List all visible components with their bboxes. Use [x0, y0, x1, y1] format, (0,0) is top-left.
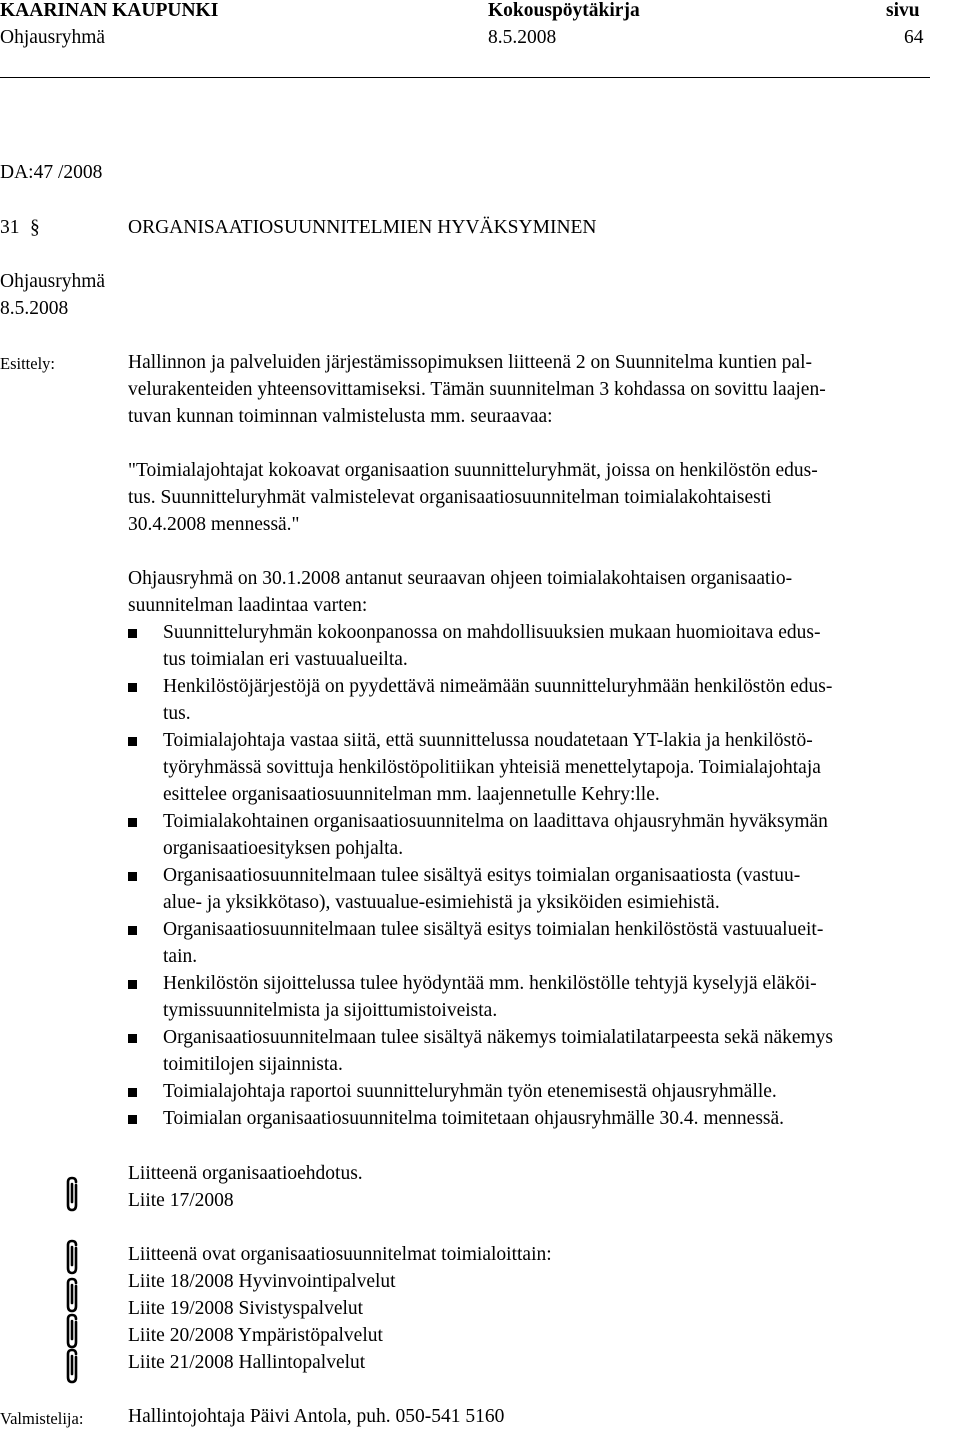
- header-doc-type: Kokouspöytäkirja: [488, 0, 640, 21]
- bullet-item: [128, 808, 960, 862]
- bullet-line: Organisaatiosuunnitelmaan tulee sisältyä näkemys toimialatilatarpeesta sekä näkemys: [163, 1027, 834, 1048]
- bullet-line: työryhmässä sovittuja henkilöstöpolitiikan yhteisiä menettelytapoja. Toimialajohtaja: [163, 757, 821, 778]
- square-bullet-icon: [128, 683, 137, 692]
- square-bullet-icon: [128, 1034, 137, 1043]
- attachment-item[interactable]: Liite 20/2008 Ympäristöpalvelut: [128, 1325, 383, 1346]
- intro-line: velurakenteiden yhteensovittamiseksi. Tämän suunnitelman 3 kohdassa on sovittu laajen-: [128, 379, 826, 400]
- header-date: 8.5.2008: [488, 27, 557, 48]
- square-bullet-icon: [128, 872, 137, 881]
- bullet-line: alue- ja yksikkötaso), vastuualue-esimiehistä ja yksiköiden esimiehistä.: [163, 892, 720, 913]
- section-symbol: §: [30, 217, 40, 238]
- bullet-item: [128, 862, 960, 916]
- attachment-intro: Liitteenä organisaatioehdotus.: [128, 1163, 363, 1184]
- attachment-item[interactable]: Liite 17/2008: [128, 1190, 234, 1211]
- square-bullet-icon: [128, 629, 137, 638]
- bullet-line: tus.: [163, 703, 191, 724]
- bullet-item: [128, 916, 960, 970]
- guidance-bullet-list: [128, 619, 960, 1132]
- paperclip-icon: [62, 1175, 82, 1213]
- meeting-body: Ohjausryhmä: [0, 271, 106, 292]
- preparer-value: Hallintojohtaja Päivi Antola, puh. 050-541 5160: [128, 1406, 505, 1427]
- bullet-line: tus toimialan eri vastuualueilta.: [163, 649, 408, 670]
- intro-line: tuvan kunnan toiminnan valmistelusta mm. seuraavaa:: [128, 406, 553, 427]
- bullet-item: [128, 970, 960, 1024]
- paperclip-icon: [62, 1347, 82, 1385]
- attachment-item[interactable]: Liite 19/2008 Sivistyspalvelut: [128, 1298, 364, 1319]
- square-bullet-icon: [128, 1115, 137, 1124]
- preparer-label: Valmistelija:: [0, 1409, 84, 1428]
- square-bullet-icon: [128, 1088, 137, 1097]
- square-bullet-icon: [128, 980, 137, 989]
- meeting-date: 8.5.2008: [0, 298, 69, 319]
- header-org: KAARINAN KAUPUNKI: [0, 0, 219, 21]
- bullet-line: Suunnitteluryhmän kokoonpanossa on mahdollisuuksien mukaan huomioitava edus-: [163, 622, 821, 643]
- square-bullet-icon: [128, 737, 137, 746]
- bullet-line: Organisaatiosuunnitelmaan tulee sisältyä esitys toimialan henkilöstöstä vastuualueit-: [163, 919, 824, 940]
- bullet-line: Toimialakohtainen organisaatiosuunnitelma on laadittava ohjausryhmän hyväksymän: [163, 811, 828, 832]
- square-bullet-icon: [128, 818, 137, 827]
- quote-line: 30.4.2008 mennessä.": [128, 514, 300, 535]
- attachment-item[interactable]: Liite 21/2008 Hallintopalvelut: [128, 1352, 366, 1373]
- paperclip-icon: [62, 1276, 82, 1314]
- bullet-item: [128, 1078, 960, 1105]
- bullet-item: [128, 1105, 960, 1132]
- attachment-intro: Liitteenä ovat organisaatiosuunnitelmat toimialoittain:: [128, 1244, 552, 1265]
- quote-line: "Toimialajohtajat kokoavat organisaation suunnitteluryhmät, joissa on henkilöstön edus-: [128, 460, 818, 481]
- bullet-line: esittelee organisaatiosuunnitelman mm. laajennetulle Kehry:lle.: [163, 784, 660, 805]
- header-body: Ohjausryhmä: [0, 27, 106, 48]
- intro-paragraph: [128, 349, 960, 430]
- bullet-line: tain.: [163, 946, 198, 967]
- paperclip-icon: [62, 1238, 82, 1276]
- bullet-item: [128, 1024, 960, 1078]
- bullet-line: Organisaatiosuunnitelmaan tulee sisältyä esitys toimialan organisaatiosta (vastuu-: [163, 865, 801, 886]
- quote-line: tus. Suunnitteluryhmät valmistelevat organisaatiosuunnitelman toimialakohtaisesti: [128, 487, 772, 508]
- guidance-line: Ohjausryhmä on 30.1.2008 antanut seuraavan ohjeen toimialakohtaisen organisaatio-: [128, 568, 793, 589]
- bullet-item: [128, 673, 960, 727]
- section-number: 31: [0, 217, 20, 238]
- paperclip-icon: [62, 1312, 82, 1350]
- header-rule: [0, 77, 930, 78]
- header-page-number: 64: [904, 27, 924, 48]
- bullet-line: organisaatioesityksen pohjalta.: [163, 838, 404, 859]
- bullet-line: Henkilöstöjärjestöjä on pyydettävä nimeämään suunnitteluryhmään henkilöstön edus-: [163, 676, 833, 697]
- bullet-line: Toimialan organisaatiosuunnitelma toimitetaan ohjausryhmälle 30.4. mennessä.: [163, 1108, 785, 1129]
- bullet-line: Henkilöstön sijoittelussa tulee hyödyntää mm. henkilöstölle tehtyjä kyselyjä eläköi-: [163, 973, 817, 994]
- bullet-item: [128, 727, 960, 808]
- bullet-item: [128, 619, 960, 673]
- header-page-label: sivu: [886, 0, 920, 21]
- guidance-paragraph: [128, 565, 960, 619]
- bullet-line: Toimialajohtaja raportoi suunnitteluryhmän työn etenemisestä ohjausryhmälle.: [163, 1081, 777, 1102]
- square-bullet-icon: [128, 926, 137, 935]
- section-title: ORGANISAATIOSUUNNITELMIEN HYVÄKSYMINEN: [128, 217, 597, 238]
- intro-line: Hallinnon ja palveluiden järjestämissopimuksen liitteenä 2 on Suunnitelma kuntien pal-: [128, 352, 812, 373]
- quote-paragraph: [128, 457, 960, 538]
- bullet-line: tymissuunnitelmista ja sijoittumistoiveista.: [163, 1000, 498, 1021]
- bullet-line: toimitilojen sijainnista.: [163, 1054, 343, 1075]
- guidance-line: suunnitelman laadintaa varten:: [128, 595, 368, 616]
- presentation-label: Esittely:: [0, 354, 55, 373]
- case-reference: DA:47 /2008: [0, 162, 103, 183]
- attachment-item[interactable]: Liite 18/2008 Hyvinvointipalvelut: [128, 1271, 396, 1292]
- bullet-line: Toimialajohtaja vastaa siitä, että suunnittelussa noudatetaan YT-lakia ja henkilöstö-: [163, 730, 813, 751]
